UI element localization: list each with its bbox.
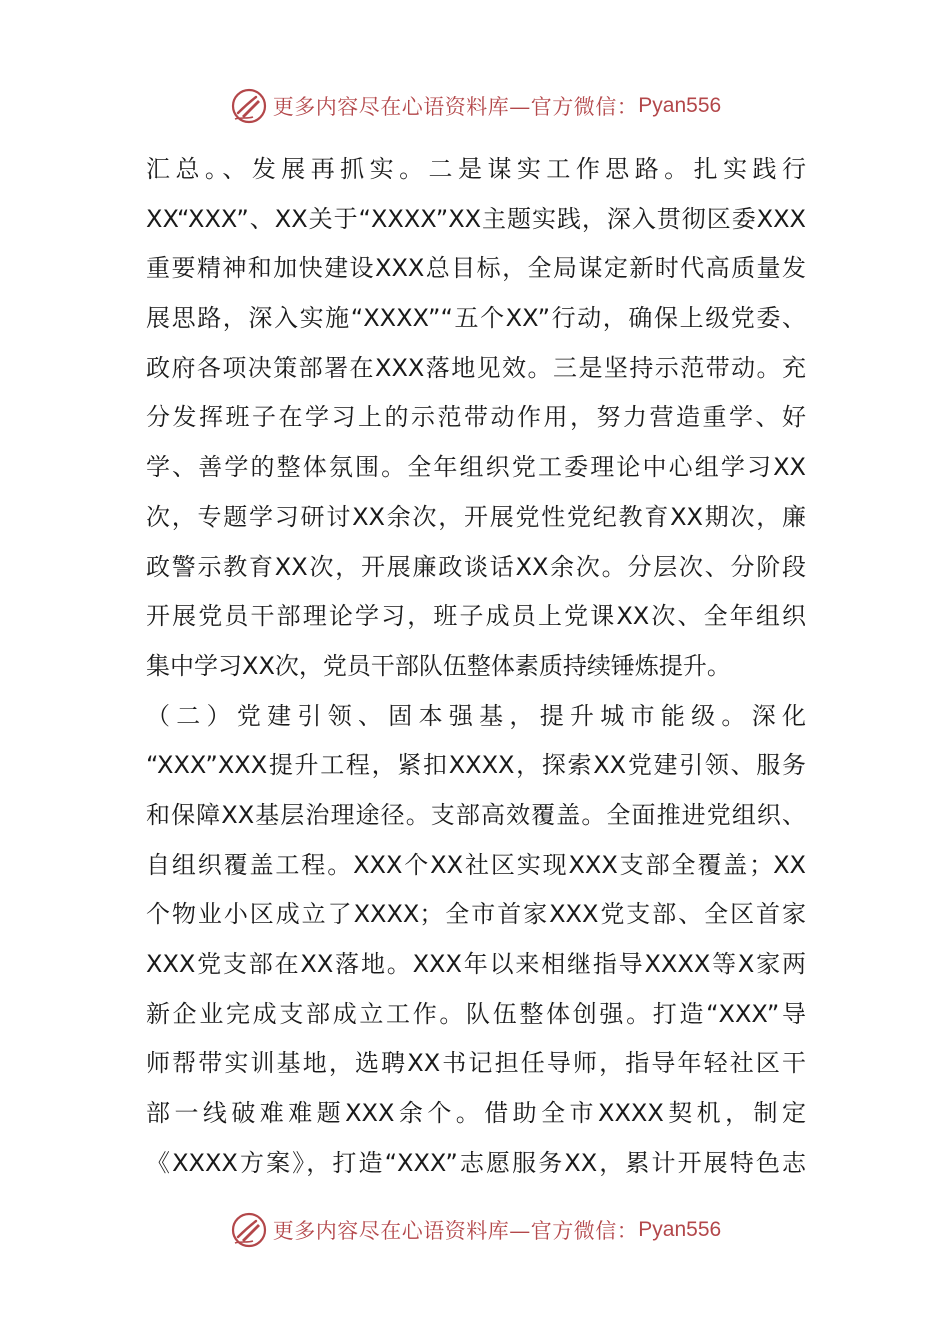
footer-banner: [0, 1208, 950, 1252]
text-line: 政府各项决策部署在XXX落地见效。三是坚持示范带动。充: [146, 353, 806, 382]
text-line: XXX党支部在XX落地。XXX年以来相继指导XXXX等X家两: [146, 950, 806, 978]
text-line: 和保障XX基层治理途径。支部高效覆盖。全面推进党组织、: [146, 800, 806, 829]
section-heading-line: （二）党建引领、固本强基，提升城市能级。深化: [146, 701, 806, 730]
text-line: XX“XXX”、XX关于“XXXX”XX主题实践，深入贯彻区委XXX: [146, 204, 806, 233]
banner-text: 更多内容尽在心语资料库—官方微信：: [272, 95, 639, 119]
text-line: 学、善学的整体氛围。全年组织党工委理论中心组学习XX: [146, 453, 806, 482]
document-body: [146, 145, 806, 1188]
pen-logo-icon: [229, 1210, 269, 1250]
text-line: 个物业小区成立了XXXX；全市首家XXX党支部、全区首家: [146, 900, 806, 929]
pen-logo-icon: [229, 86, 269, 126]
wechat-id: Pyan556: [638, 1218, 722, 1241]
text-line: 重要精神和加快建设XXX总目标，全局谋定新时代高质量发: [146, 254, 806, 283]
text-line: 《XXXX方案》，打造“XXX”志愿服务XX，累计开展特色志: [146, 1148, 806, 1177]
header-banner: [0, 84, 950, 128]
text-line: 政警示教育XX次，开展廉政谈话XX余次。分层次、分阶段: [146, 552, 806, 581]
text-line: 开展党员干部理论学习，班子成员上党课XX次、全年组织: [146, 602, 806, 631]
text-line: 新企业完成支部成立工作。队伍整体创强。打造“XXX”导: [146, 999, 806, 1028]
text-line: 展思路，深入实施“XXXX”“五个XX”行动，确保上级党委、: [146, 304, 806, 333]
wechat-id: Pyan556: [638, 94, 722, 117]
text-line: 部一线破难难题XXX余个。借助全市XXXX契机，制定: [146, 1099, 806, 1128]
banner-text: 更多内容尽在心语资料库—官方微信：: [272, 1219, 639, 1243]
text-line: “XXX”XXX提升工程，紧扣XXXX，探索XX党建引领、服务: [146, 751, 806, 780]
text-line: 师帮带实训基地，选聘XX书记担任导师，指导年轻社区干: [146, 1049, 806, 1078]
text-line: 次，专题学习研讨XX余次，开展党性党纪教育XX期次，廉: [146, 502, 806, 531]
text-line: 集中学习XX次，党员干部队伍整体素质持续锤炼提升。: [146, 651, 731, 680]
text-line: 分发挥班子在学习上的示范带动作用，努力营造重学、好: [146, 403, 806, 432]
text-line: 自组织覆盖工程。XXX个XX社区实现XXX支部全覆盖；XX: [146, 850, 806, 879]
text-line: 汇总。、发展再抓实。二是谋实工作思路。扎实践行: [146, 155, 806, 183]
